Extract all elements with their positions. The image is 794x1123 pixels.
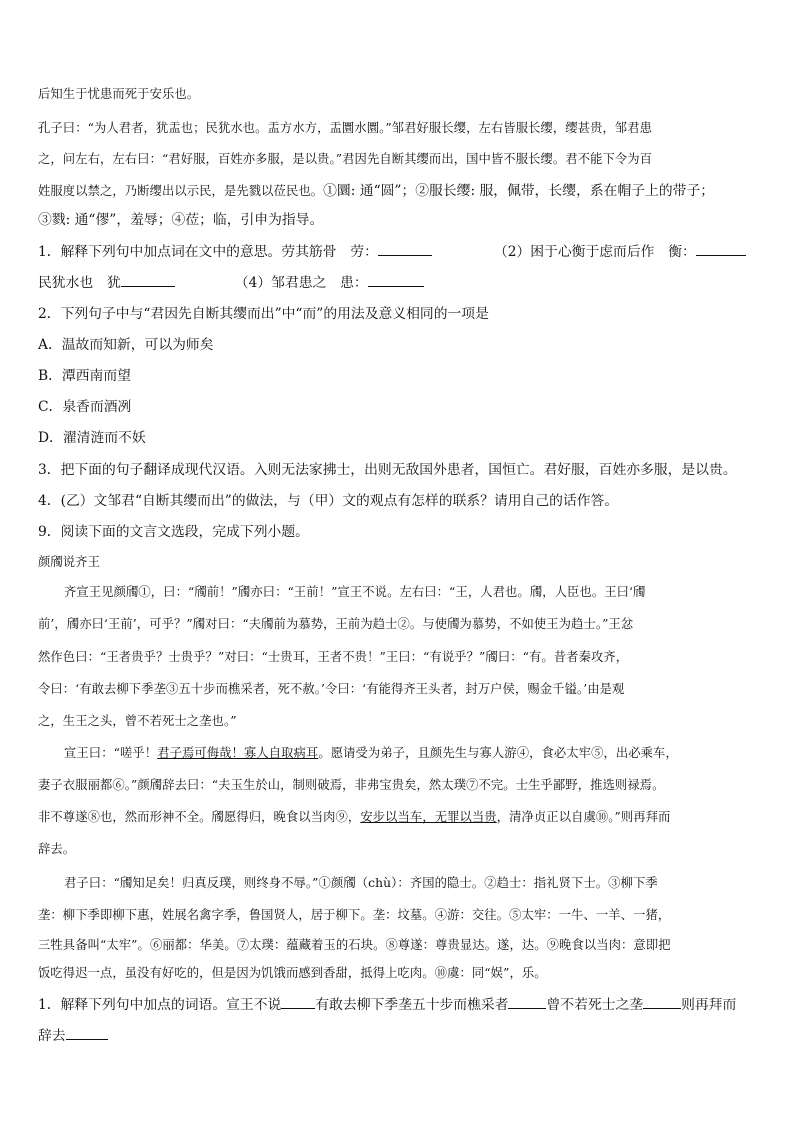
question2-stem: 2．下列句子中与“君因先自断其缨而出”中“而”的用法及意义相同的一项是 [38,306,489,322]
answer-blank[interactable] [121,272,175,287]
question1-item2: （2）困于心衡于虑而后作 衡： [493,244,696,260]
passage1-note-line1: ①圜: 通“圆”；②服长缨: 服，佩带，长缨，系在帽子上的带子； [323,183,715,199]
passage2-p3-line3: 三牲具备叫“太牢”。⑥丽都：华美。⑦太璞：蕴藏着玉的石块。⑧尊遂：尊贵显达。遂，达。⑨晚食以当肉：意即把 [38,938,671,952]
passage2-p2-line1 [64,743,678,761]
passage2-p2-line1-start: 宣王曰：“嗟乎！ [64,746,158,760]
answer-blank[interactable] [66,1025,108,1040]
passage2-p3-line1: 君子曰：“斶知足矣！归真反璞，则终身不辱。”①颜斶（chù）：齐国的隐士。②趋士：指礼贤下士。③柳下季 [64,876,658,890]
final-question-line1 [38,993,736,1013]
final-question-line2 [38,1024,108,1044]
question9: 9．阅读下面的文言文选段，完成下列小题。 [38,524,309,540]
passage2-p2-line4: 辞去。 [38,842,76,856]
passage1-line3: 之，问左右，左右曰：“君好服，百姓亦多服，是以贵。”君因先自断其缨而出，国中皆不服长缨。君不能下令为百 [38,152,653,166]
final-question-item2: 有敢去柳下季垄五十步而樵采者 [315,997,509,1013]
passage1-line4 [38,179,714,199]
passage1-line2: 孔子曰：“为人君者，犹盂也；民犹水也。盂方水方，盂圜水圜。”邹君好服长缨，左右皆服长缨，缨甚贵，邹君患 [38,121,653,135]
final-question-item4: 则再拜而 [681,997,737,1013]
final-question-item1: 1．解释下列句中加点的词语。宣王不说 [38,997,282,1013]
passage2-p1-line2: 前’，斶亦曰‘王前’，可乎？”斶对曰：“夫斶前为慕势，王前为趋士②。与使斶为慕势，不如使王为趋士。”王忿 [38,617,634,631]
passage2-p2-line1-end: 。愿请受为弟子，且颜先生与寡人游④，食必太牢⑤，出必乘车， [318,746,678,760]
passage1-line1: 后知生于忧患而死于安乐也。 [38,87,200,101]
question1-item1: 1．解释下列句中加点词在文中的意思。劳其筋骨 劳： [38,244,378,260]
passage2-p3-line4: 饭吃得迟一点，虽没有好吃的，但是因为饥饿而感到香甜，抵得上吃肉。⑩虞：同“娱”，乐。 [38,966,547,980]
passage2-p2-line3 [38,807,671,825]
underlined-sentence: 安步以当车，无罪以当贵 [360,810,497,824]
passage2-p2-line2: 妻子衣服丽都⑥。”颜斶辞去曰：“夫玉生於山，制则破焉，非弗宝贵矣，然太璞⑦不完。士生乎鄙野，推选则禄焉。 [38,778,665,792]
question2-option-a: A．温故而知新，可以为师矣 [38,337,214,353]
passage2-p1-line5: 之，生王之头，曾不若死士之垄也。” [38,714,237,728]
question2-option-d: D．濯清涟而不妖 [38,430,146,446]
question1-line1 [38,240,746,260]
answer-blank[interactable] [281,994,315,1009]
underlined-sentence: 君子焉可侮哉！寡人自取病耳 [157,746,319,760]
answer-blank[interactable] [378,241,432,256]
question1-line2 [38,271,424,291]
passage2-title: 颜斶说齐王 [38,555,100,569]
passage2-p2-line3-end: ，清净贞正以自虞⑩。”则再拜而 [496,810,671,824]
question1-item3: 民犹水也 犹 [38,275,121,291]
question1-item4: （4）邹君患之 患： [234,275,368,291]
answer-blank[interactable] [643,994,681,1009]
passage2-p1-line1: 齐宣王见颜斶①，曰：“斶前！”斶亦曰：“王前！”宣王不说。左右曰：“王，人君也。斶，人臣也。王曰‘斶 [64,585,646,599]
answer-blank[interactable] [696,241,746,256]
passage2-p1-line4: 令曰：‘有敢去柳下季垄③五十步而樵采者，死不赦。’令曰：‘有能得齐王头者，封万户侯，赐金千镒。’由是观 [38,682,625,696]
question3: 3．把下面的句子翻译成现代汉语。入则无法家拂士，出则无敌国外患者，国恒亡。君好服，百姓亦多服，是以贵。 [38,462,737,478]
question4: 4．(乙）文邹君“自断其缨而出”的做法，与（甲）文的观点有怎样的联系？请用自己的话作答。 [38,493,619,509]
passage1-note-line2: ③戮: 通“僇”，羞辱；④莅；临，引申为指导。 [38,212,324,228]
passage1-line4-text: 姓服度以禁之，乃断缨出以示民，是先戮以莅民也。 [38,184,324,198]
question2-option-b: B．潭西南而望 [38,368,131,384]
final-question-item4-end: 辞去 [38,1028,66,1044]
passage2-p3-line2: 垄：柳下季即柳下惠，姓展名禽字季，鲁国贤人，居于柳下。垄：坟墓。④游：交往。⑤太牢：一牛、一羊、一猪， [38,908,671,922]
answer-blank[interactable] [508,994,546,1009]
passage2-p2-line3-start: 非不尊遂⑧也，然而形神不全。斶愿得归，晚食以当肉⑨， [38,810,361,824]
question2-option-c: C．泉香而酒冽 [38,399,132,415]
answer-blank[interactable] [368,272,424,287]
passage2-p1-line3: 然作色曰：“王者贵乎？士贵乎？”对曰：“士贵耳，王者不贵！”王曰：“有说乎？”斶曰：“有。昔者秦攻齐， [38,650,629,664]
final-question-item3: 曾不若死士之垄 [546,997,644,1013]
